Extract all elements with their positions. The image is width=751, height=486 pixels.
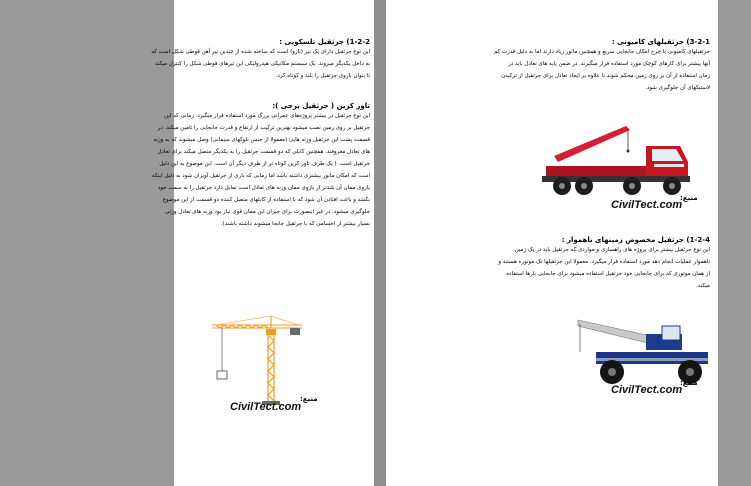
truck-crane-image [502,120,712,204]
section-telescopic [151,38,370,82]
paragraph-telescopic-crane [151,46,370,82]
left-page [151,0,374,486]
text-line: بسیار بیشتر از اجسامی که با جرثقیل جابجا میشوند داشته باشند). [220,221,370,227]
source-label: منبع: [680,194,698,202]
text-line: ناهموار عملیات انجام دهد مورد استفاده قرار میگیرد. معمولا این جرثقیلها تک موتوره هستند و [498,259,710,265]
text-line: جرثقیل بر روی زمین نصب میشود بهترین ترکیب از ارتفاع و قدرت جابجایی را تامین میکند. در [157,125,370,131]
civiltect-watermark: CivilTect.com [611,384,683,396]
heading-tower-crane: تاور کرین ( جرثقیل برجی ): [272,102,370,110]
text-line: بازوی ممان آن بلندتر از بازوی ممان وزنه های تعادل است تمایل دارد جرثقیل را به سمت خود [157,185,370,191]
civiltect-watermark: CivilTect.com [230,401,302,413]
section-truck-crane [392,38,710,94]
text-line: تا بتوان بازوی جرثقیل را بلند و کوتاه کرد. [275,73,370,79]
text-line: جرثقیل است. ( یک طرف تاور کرین کوتاه تر از طرف دیگر آن است. این موضوع به این دلیل [159,161,370,167]
text-line: بکشد و باعث افتادن آن شود که با استفاده از کابلهای متصل کننده دو قسمت از این موضوع [162,197,370,203]
text-line: این نوع جرثقیل دارای یک تیر (بازو) است که ساخته شده از چندین تیر آهن قوطی شکل است که [151,49,370,55]
right-page [386,0,718,486]
text-line: این نوع جرثقیل بیشتر برای پروژه های راهسازی و مواردی که جرثقیل باید در یک زمین [514,247,710,253]
section-tower-crane [151,102,370,230]
paragraph-rough-terrain-crane [392,244,710,292]
paragraph-truck-crane [392,46,710,94]
text-line: جلوگیری میشود. در غیر اینصورت برای جبران این ممان قوی نیاز بود وزنه های تعادل وزنی [165,209,370,215]
text-line: زمان استفاده از آن بر روی زمین محکم شوند تا علاوه بر ایجاد تعادل برای جرثقیل از ترکیدن [501,73,710,79]
text-line: است که امکان مانور بیشتری داشته باشد اما زمانی که باری از جرثقیل آویزان شود به دلیل اینکه [151,173,370,179]
text-line: های تعادل معروفند. همچنین کابلی که دو قسمت جرثقیل را به یکدیگر متصل میکند برای تعادل [157,149,370,155]
text-line: جرثقیلهای کامیونی با چرخ امکان جابجایی سریع و همچنین مانور زیاد دارند اما به دلیل قدرت کم [493,49,710,55]
source-label: منبع: [680,379,698,387]
text-line: به داخل یکدیگر میروند. یک سیستم مکانیکی هیدرولیکی این تیرهای قوطی شکل را کنترل میکند [154,61,370,67]
text-line: قسمت پشت این جرثقیل وزنه هایی (معمولا از جنس بلوکهای سیمانی) وصل میشوند که به وزنه [153,137,370,143]
text-line: میکند. [696,283,710,289]
source-label: منبع: [300,395,318,403]
text-line: این نوع جرثقیل در بیشتر پروژه‌های عمرانی بزرگ مورد استفاده قرار میگیرد. زمانی که این [164,113,370,119]
text-line: آنها بیشتر برای کارهای کوچک مورد استفاده قرار میگیرند. در ضمن پایه های تعادل باید در [508,61,710,67]
heading-truck-crane: 3-2-1) جرثقیلهای کامیونی : [611,38,710,46]
section-rough-terrain-crane [392,236,710,292]
rough-terrain-crane-image [576,306,712,390]
heading-telescopic-crane: 1-2-2) جرثقیل تلسکوپی : [279,38,370,46]
paragraph-tower-crane [151,110,370,230]
tower-crane-image [208,315,308,407]
heading-rough-terrain-crane: 1-2-4) جرثقیل مخصوص زمینهای ناهموار : [561,236,710,244]
text-line: از همان موتوری که برای جابجایی خود جرثقیل استفاده میشود برای جابجایی بارها استفاده [506,271,710,277]
page-gutter [374,0,386,486]
civiltect-watermark: CivilTect.com [611,199,683,211]
text-line: لاستیکهای آن جلوگیری شود. [645,85,710,91]
